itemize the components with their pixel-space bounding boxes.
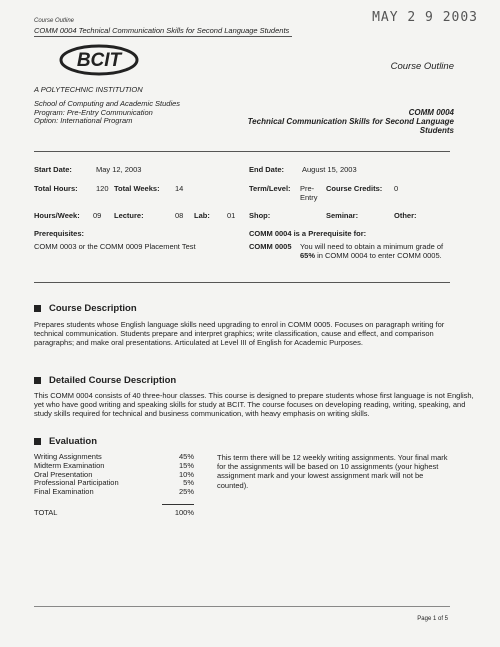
program-name: Program: Pre-Entry Communication <box>34 107 153 117</box>
credits-value: 0 <box>394 184 399 193</box>
lecture-label: Lecture: <box>114 211 144 220</box>
footer-divider <box>34 606 450 607</box>
prereq-for-note-a: You will need to obtain a minimum grade of <box>300 242 444 251</box>
institution-tagline: A POLYTECHNIC INSTITUTION <box>34 85 143 94</box>
shop-label: Shop: <box>249 211 271 220</box>
evaluation-item-value: 5% <box>183 478 194 488</box>
prereq-for-note <box>300 242 460 260</box>
received-stamp: MAY 2 9 2003 <box>372 10 478 25</box>
evaluation-item-value: 25% <box>178 487 194 497</box>
course-number: COMM 0004 <box>408 108 454 117</box>
bcit-logo <box>58 42 140 78</box>
evaluation-title: Evaluation <box>49 436 98 447</box>
logo-text: BCIT <box>76 50 122 71</box>
detailed-description-text: This COMM 0004 consists of 40 three-hour classes. This course is designed to prepare students whose first language is not English, yet who have good writing and speaking skills for study at BCIT. The course focuses on developing reading, writing, speaking, and study skills required for technical and business communication, with heavy emphasis on writing skills. <box>34 391 474 419</box>
evaluation-heading <box>34 436 97 447</box>
info-bottom-divider <box>34 282 450 283</box>
outline-title: Course Outline <box>390 61 454 72</box>
total-weeks-label: Total Weeks: <box>114 184 160 193</box>
start-date-label: Start Date: <box>34 165 72 174</box>
prereq-for-course: COMM 0005 <box>249 242 292 251</box>
term-label: Term/Level: <box>249 184 291 193</box>
course-name: Technical Communication Skills for Second Language Students <box>247 117 454 135</box>
seminar-label: Seminar: <box>326 211 359 220</box>
evaluation-item-label: Midterm Examination <box>34 460 105 470</box>
prereq-for-note-pct: 65% <box>300 251 316 260</box>
course-description-title: Course Description <box>49 303 137 314</box>
detailed-description-title: Detailed Course Description <box>49 375 177 386</box>
lab-label: Lab: <box>194 211 210 220</box>
running-title: Course Outline <box>34 18 75 24</box>
total-hours-value: 120 <box>96 184 109 193</box>
course-description-text: Prepares students whose English language skills need upgrading to enrol in COMM 0005. Focuses on paragraph writing for technical communication. Students prepare and interpret graphics; write classification, cause and effect, and comparison paragraphs; and make oral presentations. Articulated at Level III of English for Academic Purposes. <box>34 320 445 348</box>
bullet-square-icon <box>34 305 41 312</box>
prereq-for-note-b: in COMM 0004 to enter COMM 0005. <box>315 251 442 260</box>
info-top-divider <box>34 151 450 152</box>
end-date-label: End Date: <box>249 165 285 174</box>
total-weeks-value: 14 <box>175 184 184 193</box>
evaluation-item-label: Professional Participation <box>34 478 119 488</box>
running-subtitle: COMM 0004 Technical Communication Skills for Second Language Students <box>34 26 290 35</box>
lab-value: 01 <box>227 211 236 220</box>
hours-week-value: 09 <box>93 211 102 220</box>
total-hours-label: Total Hours: <box>34 184 78 193</box>
header-divider <box>34 36 292 37</box>
evaluation-item-value: 15% <box>178 460 194 470</box>
total-label: TOTAL <box>34 508 58 517</box>
option-name: Option: International Program <box>34 116 133 125</box>
bullet-square-icon <box>34 438 41 445</box>
evaluation-item-label: Final Examination <box>34 487 94 497</box>
evaluation-item-value: 10% <box>178 469 194 479</box>
hours-week-label: Hours/Week: <box>34 211 80 220</box>
end-date-value: August 15, 2003 <box>302 165 357 174</box>
detailed-description-heading <box>34 375 176 386</box>
school-name: School of Computing and Academic Studies <box>34 99 181 108</box>
evaluation-item-label: Oral Presentation <box>34 469 93 479</box>
evaluation-item-label: Writing Assignments <box>34 452 102 461</box>
prereq-value: COMM 0003 or the COMM 0009 Placement Test <box>34 242 196 251</box>
credits-label: Course Credits: <box>326 184 383 193</box>
other-label: Other: <box>394 211 417 220</box>
school-block <box>34 100 180 126</box>
evaluation-row <box>34 488 194 497</box>
prereq-for-label: COMM 0004 is a Prerequisite for: <box>249 229 367 238</box>
bullet-square-icon <box>34 377 41 384</box>
prereq-label: Prerequisites: <box>34 229 85 238</box>
term-value: Pre-Entry <box>300 184 318 202</box>
total-rule <box>162 504 194 505</box>
course-description-heading <box>34 303 137 314</box>
evaluation-table <box>34 453 194 497</box>
evaluation-item-value: 45% <box>178 452 194 461</box>
page-number: Page 1 of 5 <box>417 616 448 622</box>
evaluation-note: This term there will be 12 weekly writing assignments. Your final mark for the assignments will be based on 10 assignments (your highest assignment mark and your lowest assignment mark will not be counted). <box>217 453 448 490</box>
total-value: 100% <box>174 508 194 517</box>
lecture-value: 08 <box>175 211 184 220</box>
start-date-value: May 12, 2003 <box>96 165 142 174</box>
